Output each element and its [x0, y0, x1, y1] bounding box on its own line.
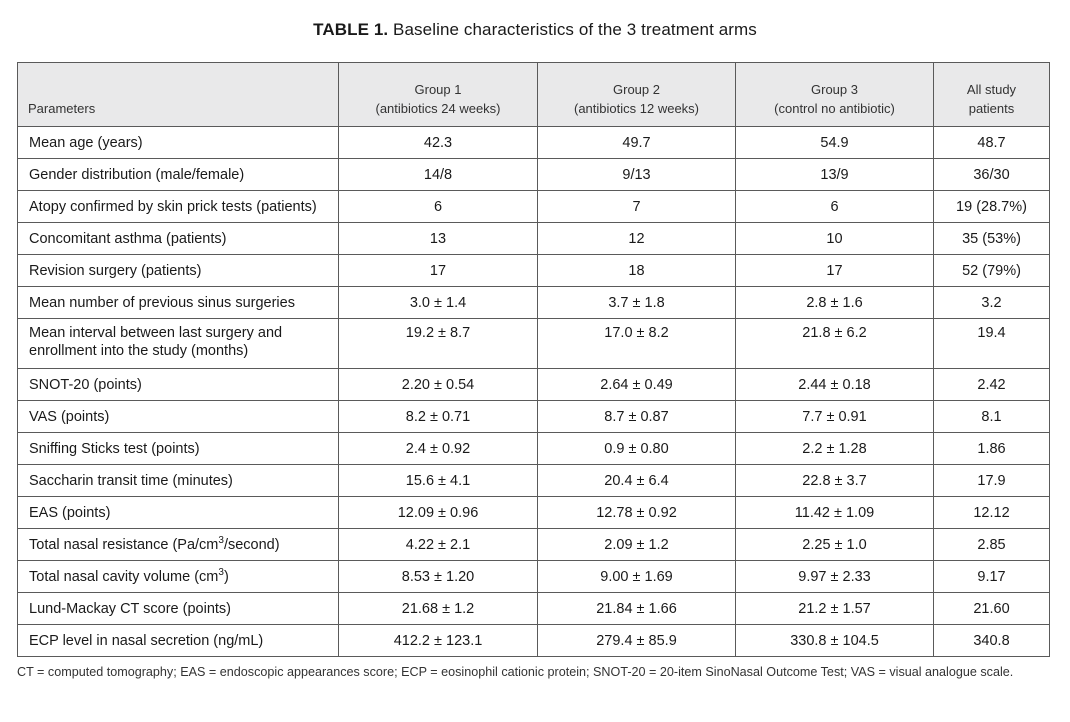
cell-group3: 2.8 ± 1.6 [736, 287, 934, 319]
cell-group2: 2.09 ± 1.2 [538, 529, 736, 561]
cell-group1: 6 [339, 191, 538, 223]
cell-all: 35 (53%) [934, 223, 1050, 255]
cell-all: 48.7 [934, 127, 1050, 159]
row-parameter: Concomitant asthma (patients) [18, 223, 339, 255]
table-row [18, 593, 1050, 625]
table-row [18, 191, 1050, 223]
row-parameter: Mean interval between last surgery and enrollment into the study (months) [18, 319, 339, 369]
table-caption [0, 20, 1070, 40]
table-row [18, 625, 1050, 657]
cell-group2: 9.00 ± 1.69 [538, 561, 736, 593]
cell-group2: 3.7 ± 1.8 [538, 287, 736, 319]
cell-group1: 8.2 ± 0.71 [339, 401, 538, 433]
cell-all: 52 (79%) [934, 255, 1050, 287]
table-row [18, 529, 1050, 561]
cell-group3: 2.2 ± 1.28 [736, 433, 934, 465]
cell-group1: 3.0 ± 1.4 [339, 287, 538, 319]
table-footnote: CT = computed tomography; EAS = endoscopic appearances score; ECP = eosinophil cationic protein; SNOT-20 = 20-item SinoNasal Outcome Test; VAS = visual analogue scale. [17, 665, 1014, 679]
row-parameter: Saccharin transit time (minutes) [18, 465, 339, 497]
cell-group2: 9/13 [538, 159, 736, 191]
cell-group3: 10 [736, 223, 934, 255]
row-parameter: EAS (points) [18, 497, 339, 529]
table-row [18, 127, 1050, 159]
cell-group2: 18 [538, 255, 736, 287]
cell-group3: 2.44 ± 0.18 [736, 369, 934, 401]
cell-group3: 22.8 ± 3.7 [736, 465, 934, 497]
row-parameter: VAS (points) [18, 401, 339, 433]
table-row [18, 497, 1050, 529]
cell-group1: 14/8 [339, 159, 538, 191]
row-parameter: Gender distribution (male/female) [18, 159, 339, 191]
cell-group3: 7.7 ± 0.91 [736, 401, 934, 433]
row-parameter: Lund-Mackay CT score (points) [18, 593, 339, 625]
cell-group2: 2.64 ± 0.49 [538, 369, 736, 401]
table-row [18, 561, 1050, 593]
table-label: TABLE 1. [313, 20, 389, 39]
header-row [18, 63, 1050, 127]
header-group1: Group 1 (antibiotics 24 weeks) [339, 63, 538, 127]
cell-group2: 12.78 ± 0.92 [538, 497, 736, 529]
cell-group3: 6 [736, 191, 934, 223]
cell-group3: 21.2 ± 1.57 [736, 593, 934, 625]
cell-group3: 2.25 ± 1.0 [736, 529, 934, 561]
cell-group1: 13 [339, 223, 538, 255]
cell-all: 3.2 [934, 287, 1050, 319]
cell-group1: 15.6 ± 4.1 [339, 465, 538, 497]
row-parameter: SNOT-20 (points) [18, 369, 339, 401]
cell-group2: 49.7 [538, 127, 736, 159]
cell-group2: 8.7 ± 0.87 [538, 401, 736, 433]
table-row [18, 255, 1050, 287]
cell-all: 19.4 [934, 319, 1050, 369]
row-parameter: ECP level in nasal secretion (ng/mL) [18, 625, 339, 657]
cell-group2: 0.9 ± 0.80 [538, 433, 736, 465]
cell-group1: 21.68 ± 1.2 [339, 593, 538, 625]
table-row [18, 369, 1050, 401]
table-title: Baseline characteristics of the 3 treatment arms [393, 20, 757, 39]
cell-all: 12.12 [934, 497, 1050, 529]
cell-all: 36/30 [934, 159, 1050, 191]
cell-group1: 4.22 ± 2.1 [339, 529, 538, 561]
cell-group1: 2.20 ± 0.54 [339, 369, 538, 401]
cell-all: 2.85 [934, 529, 1050, 561]
cell-group3: 17 [736, 255, 934, 287]
cell-all: 9.17 [934, 561, 1050, 593]
cell-group3: 21.8 ± 6.2 [736, 319, 934, 369]
row-parameter: Total nasal resistance $(Pa/cm^3/second)$ [18, 529, 339, 561]
cell-group1: 42.3 [339, 127, 538, 159]
table-row [18, 223, 1050, 255]
row-parameter: Sniffing Sticks test (points) [18, 433, 339, 465]
cell-all: 340.8 [934, 625, 1050, 657]
cell-group3: 54.9 [736, 127, 934, 159]
cell-group2: 21.84 ± 1.66 [538, 593, 736, 625]
cell-group3: 13/9 [736, 159, 934, 191]
cell-all: 2.42 [934, 369, 1050, 401]
cell-group2: 17.0 ± 8.2 [538, 319, 736, 369]
header-parameters: Parameters [18, 63, 339, 127]
cell-group1: 12.09 ± 0.96 [339, 497, 538, 529]
table-row [18, 401, 1050, 433]
cell-group2: 279.4 ± 85.9 [538, 625, 736, 657]
row-parameter: Mean number of previous sinus surgeries [18, 287, 339, 319]
table-row [18, 465, 1050, 497]
cell-all: 21.60 [934, 593, 1050, 625]
cell-group1: 412.2 ± 123.1 [339, 625, 538, 657]
cell-group2: 7 [538, 191, 736, 223]
cell-group3: 9.97 ± 2.33 [736, 561, 934, 593]
cell-all: 17.9 [934, 465, 1050, 497]
cell-group1: 19.2 ± 8.7 [339, 319, 538, 369]
table-row [18, 319, 1050, 369]
baseline-table [17, 62, 1050, 657]
row-parameter: Mean age (years) [18, 127, 339, 159]
table-row [18, 433, 1050, 465]
cell-group2: 20.4 ± 6.4 [538, 465, 736, 497]
row-parameter: Total nasal cavity volume $(cm^3)$ [18, 561, 339, 593]
cell-group1: 8.53 ± 1.20 [339, 561, 538, 593]
cell-group1: 2.4 ± 0.92 [339, 433, 538, 465]
table-row [18, 159, 1050, 191]
header-group3: Group 3 (control no antibiotic) [736, 63, 934, 127]
table-row [18, 287, 1050, 319]
row-parameter: Atopy confirmed by skin prick tests (patients) [18, 191, 339, 223]
cell-group3: 11.42 ± 1.09 [736, 497, 934, 529]
cell-all: 1.86 [934, 433, 1050, 465]
header-all-patients: All study patients [934, 63, 1050, 127]
cell-group1: 17 [339, 255, 538, 287]
cell-group2: 12 [538, 223, 736, 255]
cell-group3: 330.8 ± 104.5 [736, 625, 934, 657]
row-parameter: Revision surgery (patients) [18, 255, 339, 287]
cell-all: 19 (28.7%) [934, 191, 1050, 223]
cell-all: 8.1 [934, 401, 1050, 433]
header-group2: Group 2 (antibiotics 12 weeks) [538, 63, 736, 127]
